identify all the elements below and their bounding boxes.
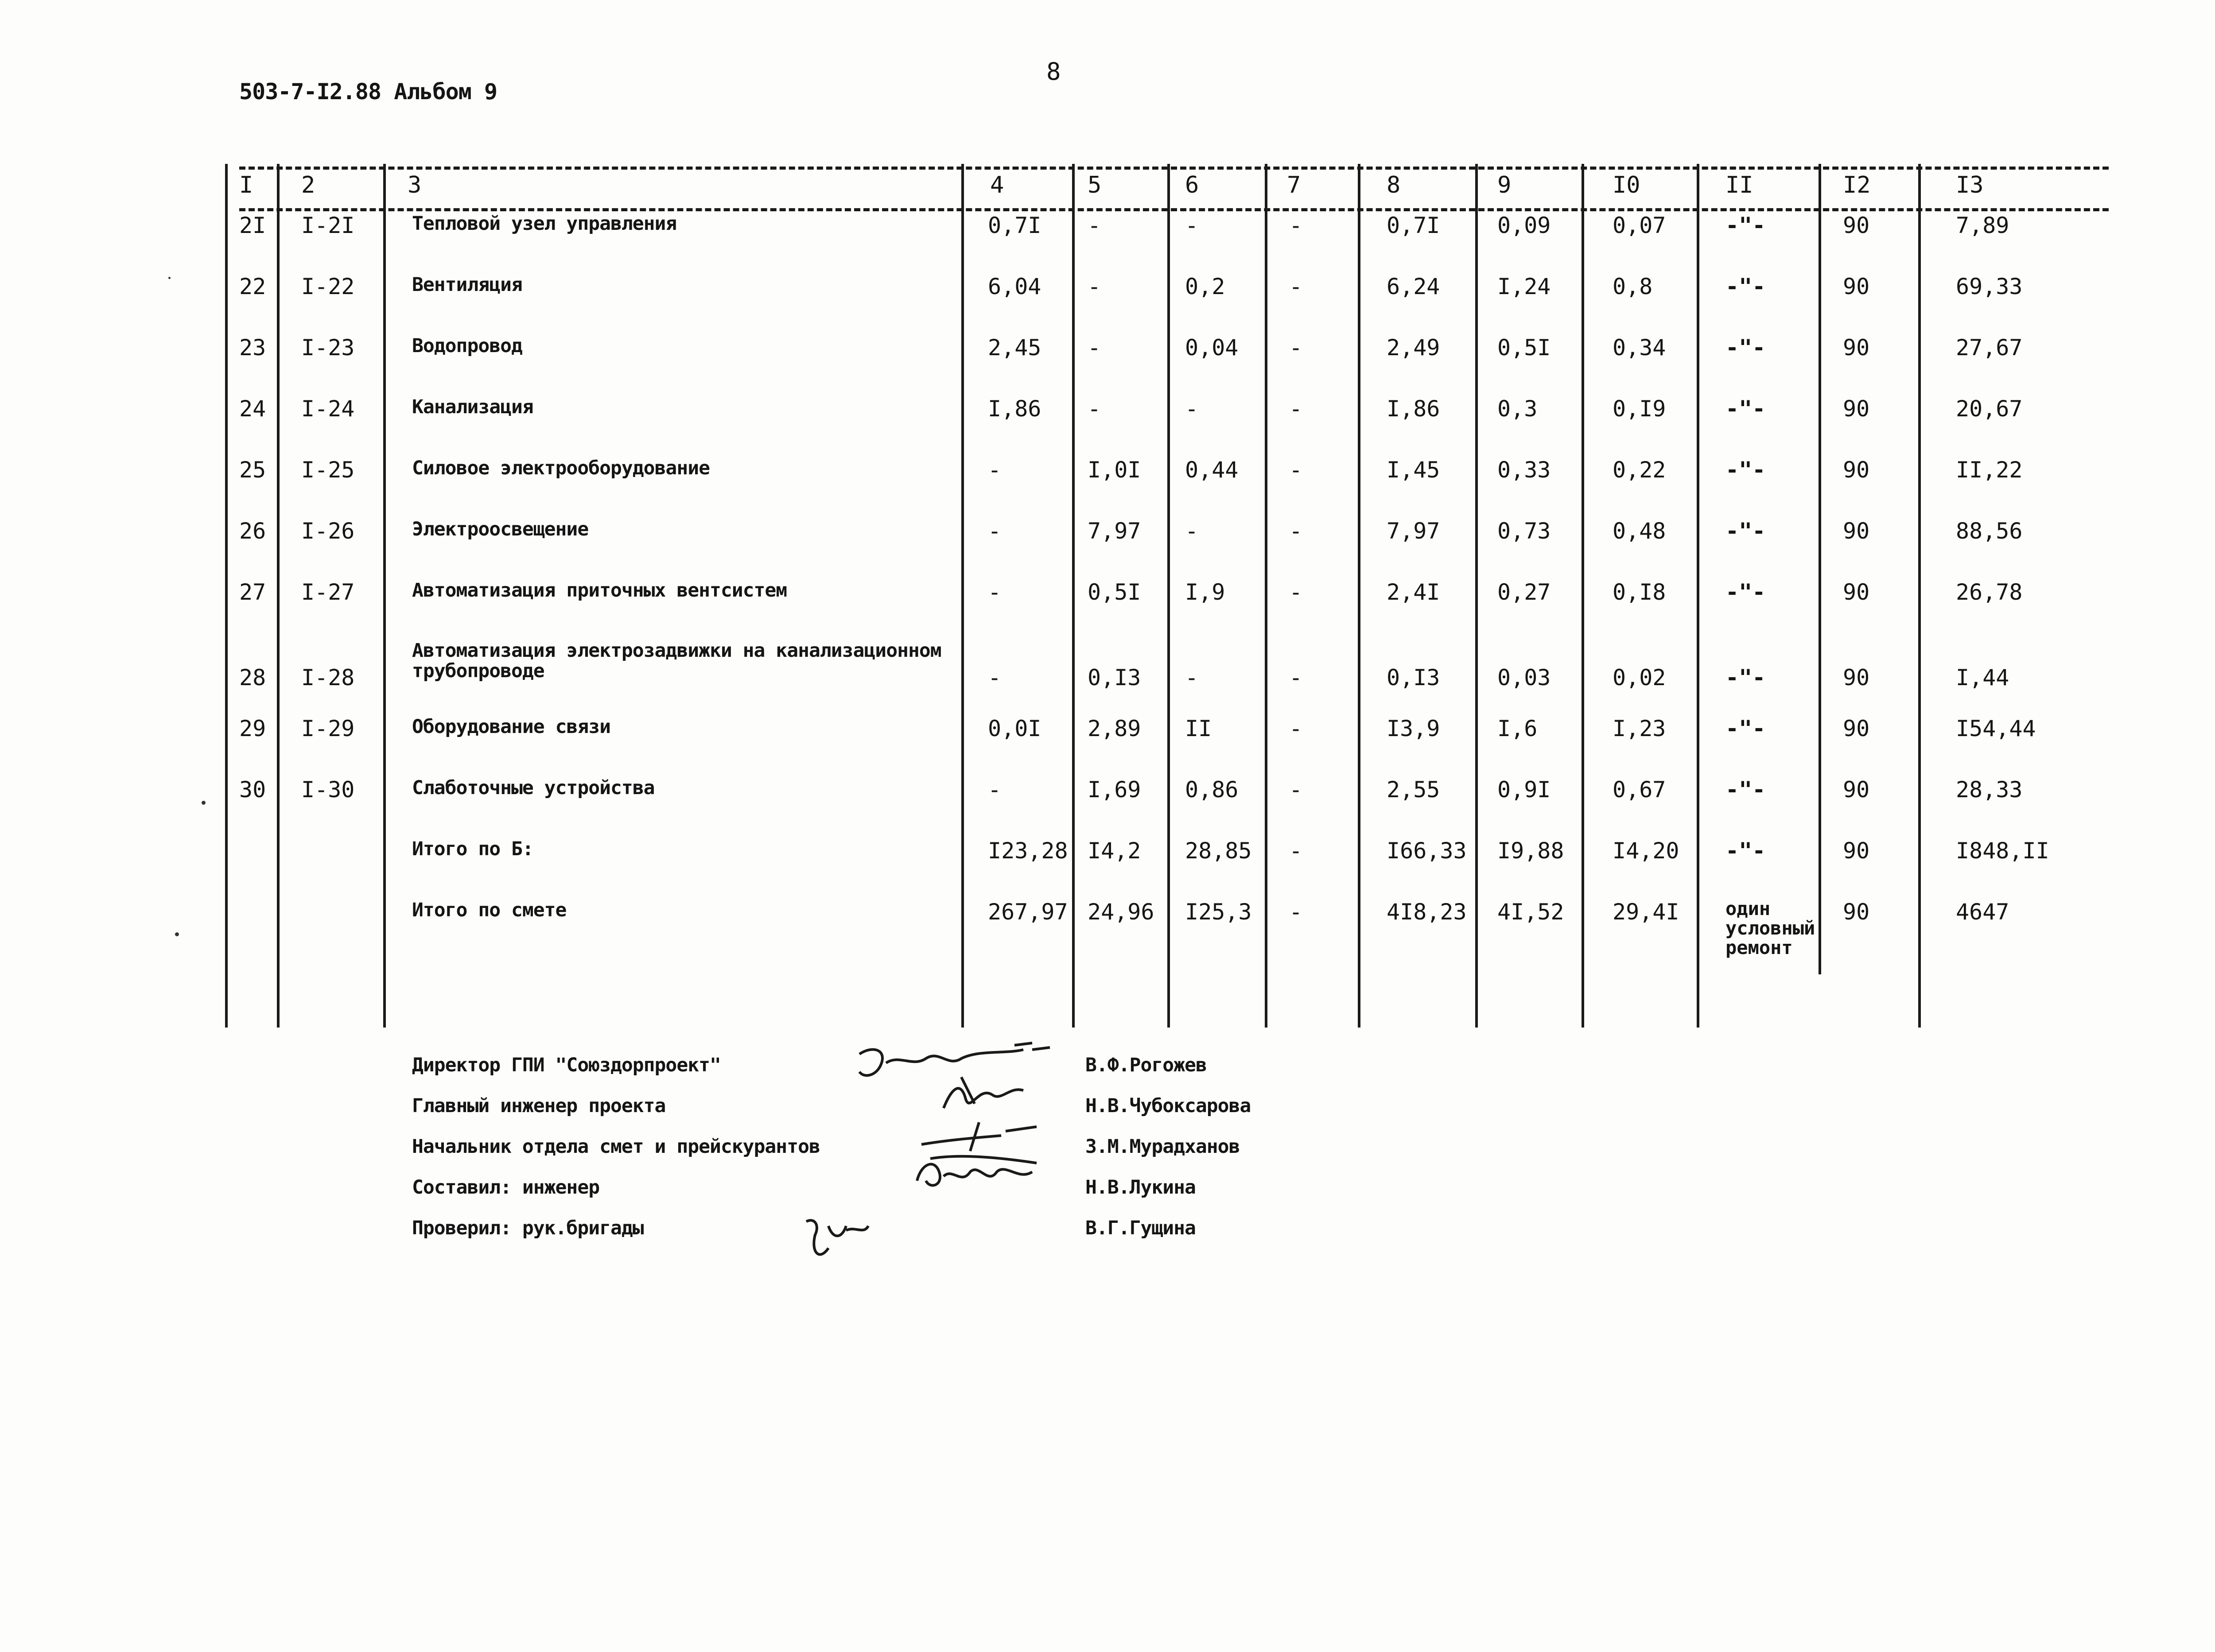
table-cell: 24,96 [1088, 899, 1154, 925]
signature-name: Н.В.Лукина [1085, 1176, 1196, 1198]
table-cell: -"- [1725, 396, 1766, 422]
table-cell: 2,55 [1387, 777, 1440, 803]
table-cell: - [1289, 665, 1303, 690]
table-cell: I-26 [301, 518, 355, 544]
table-cell: -"- [1725, 518, 1766, 544]
signature-name: З.М.Мурадханов [1085, 1136, 1240, 1158]
table-cell: 23 [239, 335, 266, 361]
table-cell: 90 [1843, 716, 1870, 741]
table-cell: I9,88 [1497, 838, 1564, 864]
signature-row [412, 1054, 1298, 1094]
table-cell: - [988, 457, 1002, 483]
column-divider [1819, 164, 1821, 974]
column-divider [961, 164, 964, 1028]
table-cell: - [1289, 213, 1303, 238]
table-cell: 0,34 [1613, 335, 1666, 361]
table-cell: Силовое электрооборудование [412, 457, 710, 479]
table-cell: 0,44 [1185, 457, 1239, 483]
table-cell: I848,II [1956, 838, 2049, 864]
table-cell: 2,4I [1387, 579, 1440, 605]
table-cell: - [1185, 665, 1199, 690]
table-cell: Автоматизация приточных вентсистем [412, 579, 787, 601]
table-cell: I3,9 [1387, 716, 1440, 741]
table-cell: 7,97 [1387, 518, 1440, 544]
table-cell: 28,85 [1185, 838, 1252, 864]
table-cell: 0,3 [1497, 396, 1538, 422]
table-cell: - [1289, 274, 1303, 299]
table-cell: I-22 [301, 274, 355, 299]
table-cell: I,6 [1497, 716, 1538, 741]
table-cell: 90 [1843, 518, 1870, 544]
table-cell: - [1289, 518, 1303, 544]
table-cell: 2,49 [1387, 335, 1440, 361]
table-cell: 0,0I [988, 716, 1041, 741]
table-cell: - [1088, 335, 1101, 361]
table-cell: Оборудование связи [412, 716, 610, 738]
table-cell: 29 [239, 716, 266, 741]
table-cell: - [1289, 396, 1303, 422]
table-cell: 0,I3 [1088, 665, 1141, 690]
table-cell: 69,33 [1956, 274, 2023, 299]
table-cell: I,45 [1387, 457, 1440, 483]
table-cell: I,86 [988, 396, 1041, 422]
table-cell: I-2I [301, 213, 355, 238]
table-cell: - [1289, 838, 1303, 864]
column-header: 8 [1387, 172, 1401, 198]
table-cell: Слаботочные устройства [412, 777, 655, 799]
column-header: 4 [990, 172, 1004, 198]
estimate-table [222, 164, 2109, 1028]
table-cell: -"- [1725, 716, 1766, 741]
column-header: II [1725, 172, 1753, 198]
signature-name: В.Ф.Рогожев [1085, 1054, 1207, 1076]
table-cell: 26 [239, 518, 266, 544]
table-cell: - [1289, 777, 1303, 803]
signature-role: Проверил: рук.бригады [412, 1217, 644, 1239]
table-cell: - [1289, 899, 1303, 925]
table-top-rule [239, 167, 2109, 170]
table-cell: - [1088, 274, 1101, 299]
signature-name: Н.В.Чубоксарова [1085, 1095, 1251, 1117]
table-cell: -"- [1725, 665, 1766, 690]
scan-speck [202, 801, 206, 805]
table-cell: 28,33 [1956, 777, 2023, 803]
table-cell: 7,89 [1956, 213, 2009, 238]
table-cell: 0,22 [1613, 457, 1666, 483]
table-cell: I,69 [1088, 777, 1141, 803]
table-cell: 4647 [1956, 899, 2009, 925]
table-cell: I,23 [1613, 716, 1666, 741]
table-cell: - [1185, 213, 1199, 238]
table-cell: 4I,52 [1497, 899, 1564, 925]
table-cell: 0,2 [1185, 274, 1225, 299]
column-divider [383, 164, 386, 1028]
table-cell: - [1185, 396, 1199, 422]
table-cell: 6,04 [988, 274, 1041, 299]
table-cell: -"- [1725, 457, 1766, 483]
table-cell: - [988, 777, 1002, 803]
column-header: 5 [1088, 172, 1102, 198]
signature-name: В.Г.Гущина [1085, 1217, 1196, 1239]
table-cell: 90 [1843, 274, 1870, 299]
table-cell: Автоматизация электрозадвижки на канализационном трубопроводе [412, 640, 941, 682]
table-cell: 4I8,23 [1387, 899, 1467, 925]
table-cell: 0,33 [1497, 457, 1551, 483]
column-header: I3 [1956, 172, 1984, 198]
table-cell: один условный ремонт [1725, 898, 1815, 958]
table-cell: I23,28 [988, 838, 1068, 864]
signature-row [412, 1217, 1298, 1257]
table-cell: - [1289, 716, 1303, 741]
table-cell: 22 [239, 274, 266, 299]
signature-role: Составил: инженер [412, 1176, 600, 1198]
table-cell: 6,24 [1387, 274, 1440, 299]
table-cell: 88,56 [1956, 518, 2023, 544]
table-cell: 0,8 [1613, 274, 1653, 299]
table-cell: 0,09 [1497, 213, 1551, 238]
table-cell: - [1088, 396, 1101, 422]
table-cell: Электроосвещение [412, 518, 589, 540]
signature-row [412, 1095, 1298, 1135]
table-cell: I,24 [1497, 274, 1551, 299]
table-cell: 0,I8 [1613, 579, 1666, 605]
table-cell: I-23 [301, 335, 355, 361]
table-cell: 0,73 [1497, 518, 1551, 544]
table-cell: - [1289, 457, 1303, 483]
table-cell: 90 [1843, 396, 1870, 422]
table-cell: 0,5I [1088, 579, 1141, 605]
table-cell: 0,27 [1497, 579, 1551, 605]
table-cell: - [1088, 213, 1101, 238]
table-cell: - [988, 518, 1002, 544]
table-cell: 0,I9 [1613, 396, 1666, 422]
table-cell: 20,67 [1956, 396, 2023, 422]
table-cell: - [1185, 518, 1199, 544]
column-divider [1265, 164, 1267, 1028]
table-cell: 2,45 [988, 335, 1041, 361]
table-cell: -"- [1725, 213, 1766, 238]
table-cell: 27 [239, 579, 266, 605]
table-cell: Итого по Б: [412, 838, 533, 860]
table-cell: 0,7I [988, 213, 1041, 238]
table-cell: 27,67 [1956, 335, 2023, 361]
column-header: 2 [301, 172, 315, 198]
table-cell: I,86 [1387, 396, 1440, 422]
column-divider [1697, 164, 1699, 1028]
table-cell: 2,89 [1088, 716, 1141, 741]
table-cell: 90 [1843, 838, 1870, 864]
table-cell: - [988, 579, 1002, 605]
table-cell: 28 [239, 665, 266, 690]
table-cell: I-24 [301, 396, 355, 422]
column-header: I2 [1843, 172, 1871, 198]
column-divider [225, 164, 228, 1028]
table-cell: 0,04 [1185, 335, 1239, 361]
table-cell: I-29 [301, 716, 355, 741]
column-divider [1358, 164, 1360, 1028]
column-header: 3 [408, 172, 422, 198]
signature-role: Главный инженер проекта [412, 1095, 666, 1117]
column-divider [277, 164, 280, 1028]
table-cell: 0,86 [1185, 777, 1239, 803]
table-cell: 25 [239, 457, 266, 483]
table-cell: Водопровод [412, 335, 522, 357]
table-cell: I54,44 [1956, 716, 2036, 741]
table-cell: 29,4I [1613, 899, 1679, 925]
document-code: 503-7-I2.88 Альбом 9 [239, 79, 497, 105]
table-cell: 0,48 [1613, 518, 1666, 544]
table-cell: 30 [239, 777, 266, 803]
column-header: I0 [1613, 172, 1640, 198]
table-cell: 90 [1843, 213, 1870, 238]
table-cell: 267,97 [988, 899, 1068, 925]
handwritten-signature [797, 1208, 877, 1270]
table-cell: 0,7I [1387, 213, 1440, 238]
table-cell: -"- [1725, 335, 1766, 361]
column-divider [1475, 164, 1478, 1028]
table-cell: 0,03 [1497, 665, 1551, 690]
table-cell: 90 [1843, 579, 1870, 605]
table-cell: 90 [1843, 335, 1870, 361]
table-cell: I25,3 [1185, 899, 1252, 925]
table-cell: 7,97 [1088, 518, 1141, 544]
column-header: 6 [1185, 172, 1199, 198]
table-cell: 0,9I [1497, 777, 1551, 803]
table-cell: 0,I3 [1387, 665, 1440, 690]
table-cell: I,44 [1956, 665, 2009, 690]
table-cell: 26,78 [1956, 579, 2023, 605]
column-header: 9 [1497, 172, 1512, 198]
table-cell: I,9 [1185, 579, 1225, 605]
table-cell: 0,07 [1613, 213, 1666, 238]
table-cell: - [1289, 335, 1303, 361]
table-cell: 0,5I [1497, 335, 1551, 361]
table-cell: 90 [1843, 899, 1870, 925]
signature-role: Директор ГПИ "Союздорпроект" [412, 1054, 721, 1076]
table-cell: Канализация [412, 396, 533, 418]
handwritten-signature [904, 1145, 1050, 1203]
scan-speck [168, 277, 171, 279]
column-divider [1167, 164, 1170, 1028]
signature-role: Начальник отдела смет и прейскурантов [412, 1136, 820, 1158]
table-cell: II [1185, 716, 1212, 741]
table-cell: II,22 [1956, 457, 2023, 483]
table-cell: I,0I [1088, 457, 1141, 483]
column-header: I [239, 172, 253, 198]
table-cell: Итого по смете [412, 899, 567, 921]
table-cell: -"- [1725, 838, 1766, 864]
table-cell: I-27 [301, 579, 355, 605]
table-cell: 24 [239, 396, 266, 422]
scan-speck [175, 932, 179, 936]
table-cell: 90 [1843, 665, 1870, 690]
table-cell: -"- [1725, 777, 1766, 803]
table-cell: I-30 [301, 777, 355, 803]
table-cell: - [1289, 579, 1303, 605]
table-cell: I66,33 [1387, 838, 1467, 864]
table-cell: -"- [1725, 274, 1766, 299]
table-cell: 0,02 [1613, 665, 1666, 690]
signature-row [412, 1136, 1298, 1175]
column-divider [1918, 164, 1921, 1028]
table-cell: Тепловой узел управления [412, 213, 677, 235]
table-cell: I4,2 [1088, 838, 1141, 864]
column-divider [1582, 164, 1584, 1028]
table-cell: I4,20 [1613, 838, 1679, 864]
page-number: 8 [1046, 58, 1061, 85]
column-divider [1072, 164, 1075, 1028]
table-header-rule [239, 208, 2109, 211]
table-cell: 0,67 [1613, 777, 1666, 803]
table-cell: - [988, 665, 1002, 690]
table-cell: 90 [1843, 777, 1870, 803]
table-cell: -"- [1725, 579, 1766, 605]
table-cell: Вентиляция [412, 274, 522, 296]
column-header: 7 [1287, 172, 1301, 198]
table-cell: I-28 [301, 665, 355, 690]
table-cell: 2I [239, 213, 266, 238]
table-cell: I-25 [301, 457, 355, 483]
table-cell: 90 [1843, 457, 1870, 483]
